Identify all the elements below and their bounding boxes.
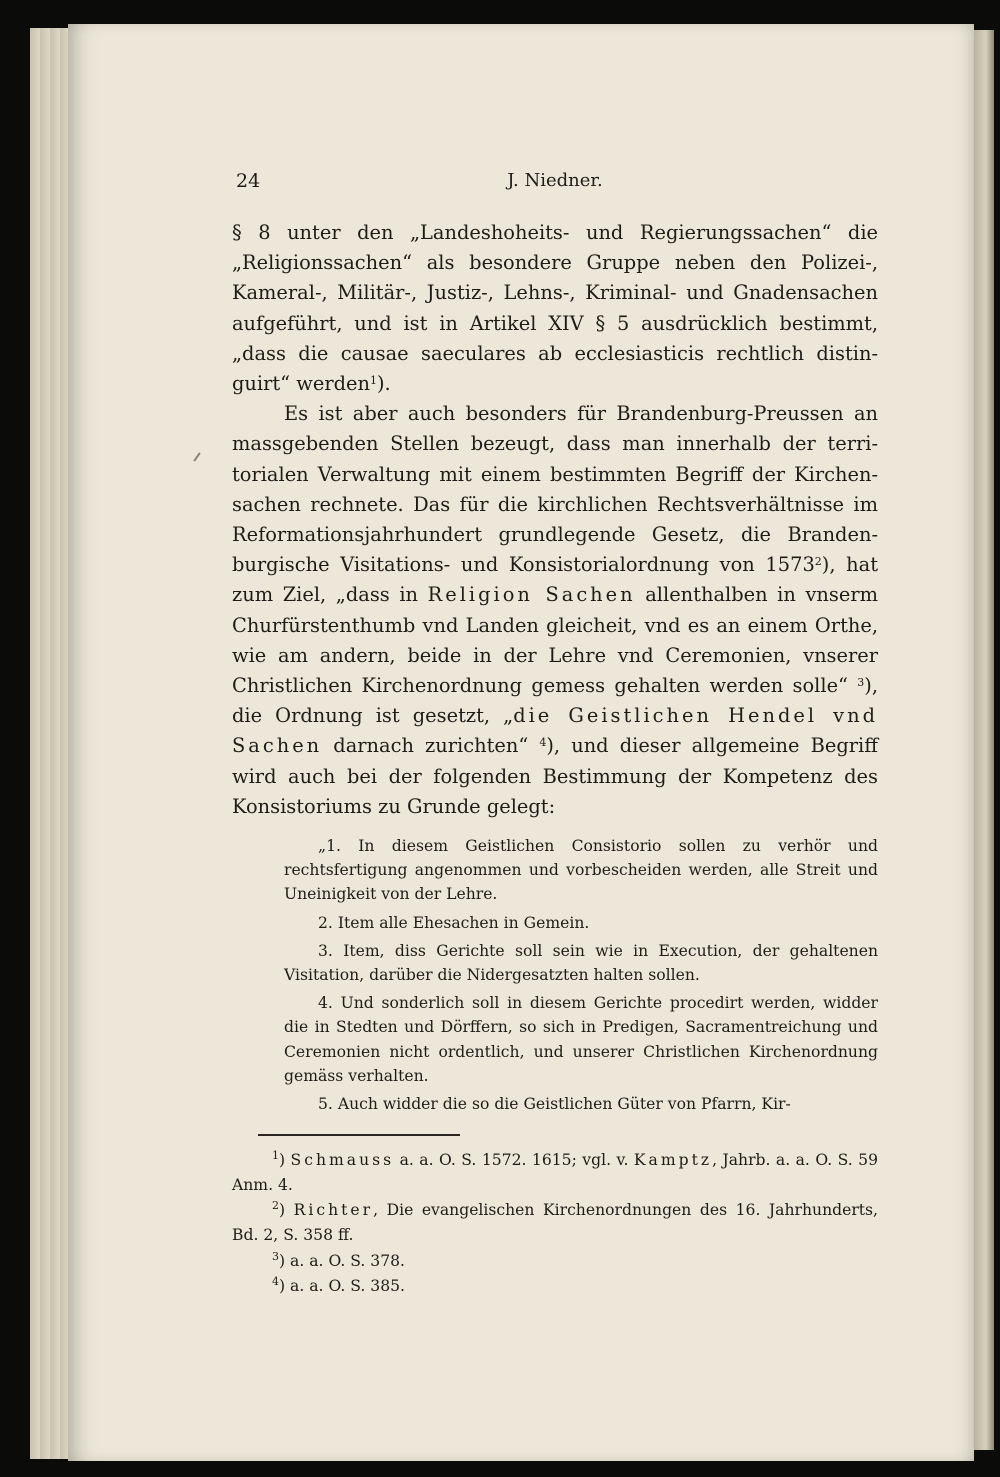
footnote-text: , Jahrb. a. a. O. S. 59 Anm. 4.	[232, 1151, 878, 1194]
paragraph-text: ), und dieser allgemeine Begriff wird auch bei der folgenden Bestimmung der Kompetenz des Konsistoriums zu Grunde gelegt:	[232, 734, 878, 818]
block-quote	[284, 834, 878, 1116]
facing-page-edge	[974, 30, 994, 1450]
footnote-text: a. a. O. S. 378.	[290, 1251, 406, 1270]
footnote-mark: 1	[272, 1149, 279, 1163]
paragraph-text: darnach zurichten“	[322, 734, 540, 758]
paragraph-text: ), die Ordnung ist gesetzt, „	[232, 674, 878, 728]
paragraph-2	[232, 399, 878, 822]
footnote: $^3$) a. a. O. S. 378.	[272, 1249, 406, 1270]
footnote-author: Schmauss	[290, 1151, 395, 1170]
page-header	[232, 170, 878, 198]
paragraph-text: Es ist aber auch besonders für Brandenburg-Preussen an massgebenden Stellen bezeugt, dass man innerhalb der territorialen Verwaltung mit einem bestimmten Begriff der Kirchensachen rechnete. Das für die kirchlichen Rechtsverhältnisse im Reformationsjahrhundert grundlegende Gesetz, die Brandenburgische Visitations- und Konsistorialordnung von 1573	[232, 402, 878, 577]
quote-item: 5. Auch widder die so die Geistlichen Güter von Pfarrn, Kir-	[318, 1095, 791, 1114]
quote-item: 4. Und sonderlich soll in diesem Gerichte procedirt werden, widder die in Stedten und Dörffern, so sich in Predigen, Sacramentreichung und Ceremonien nicht ordentlich, und unserer Christlichen Kirchenordnung gemäss verhalten.	[284, 994, 878, 1085]
footnote-author: Kamptz	[633, 1151, 713, 1170]
footnote-text: a. a. O. S. 1572. 1615; vgl. v.	[394, 1151, 634, 1170]
footnote-ref: 2	[814, 555, 822, 569]
footnote: $^4$) a. a. O. S. 385.	[272, 1275, 406, 1296]
page-number: 24	[236, 170, 261, 192]
running-title: J. Niedner.	[507, 170, 603, 191]
footnote-mark: 2	[272, 1199, 279, 1213]
footnotes	[232, 1148, 878, 1299]
paragraph-text: allenthalben in vnserm Churfürstenthumb vnd Landen gleicheit, vnd es an einem Orthe, wie am andern, beide in der Lehre vnd Ceremonien, vnserer Christlichen Kirchenordnung gemess gehalten werden solle“	[232, 583, 879, 698]
quote-item: „1. In diesem Geistlichen Consistorio sollen zu verhör und rechtsfertigung angenommen und vorbescheiden werden, alle Streit und Uneinigkeit von der Lehre.	[284, 837, 878, 904]
paragraph-text: ).	[376, 372, 391, 396]
page-content	[232, 170, 878, 1300]
paragraph-text: § 8 unter den „Landeshoheits- und Regierungssachen“ die „Religionssachen“ als besondere Gruppe neben den Polizei-, Kameral-, Militär-, Justiz-, Lehns-, Kriminal- und Gnadensachen aufgeführt, und ist in Artikel XIV § 5 ausdrücklich bestimmt, „dass die causae saeculares ab ecclesiasticis rechtlich distinguirt“ werden	[232, 221, 878, 396]
footnote: $^2$) Richter, Die evangelischen Kirchenordnungen des 16. Jahrhunderts, Bd. 2, S. 358 ff.	[232, 1199, 879, 1245]
footnote-ref: 1	[369, 374, 377, 388]
footnote-divider	[258, 1134, 460, 1136]
footnote-text: , Die evangelischen Kirchenordnungen des 16. Jahrhunderts, Bd. 2, S. 358 ff.	[232, 1201, 879, 1245]
footnote: $^1$) Schmauss a. a. O. S. 1572. 1615; vgl. v. Kamptz, Jahrb. a. a. O. S. 59 Anm. 4.	[232, 1149, 878, 1194]
quote-item: 3. Item, diss Gerichte soll sein wie in Execution, der gehaltenen Visitation, darüber die Nidergesatzten halten sollen.	[284, 941, 878, 985]
footnote-text: a. a. O. S. 385.	[290, 1277, 406, 1296]
body-text	[232, 218, 878, 822]
spaced-emphasis: die Geistlichen Hendel vnd Sachen	[232, 704, 878, 758]
footnote-mark: 4	[272, 1275, 279, 1289]
paragraph-1	[232, 218, 878, 399]
quote-item: 2. Item alle Ehesachen in Gemein.	[318, 913, 590, 932]
spaced-emphasis: Religion Sachen	[427, 583, 636, 607]
footnote-ref: 3	[857, 676, 865, 690]
paragraph-text: ), hat zum Ziel, „dass in	[232, 553, 879, 607]
footnote-author: Richter	[293, 1201, 374, 1220]
footnote-ref: 4	[539, 736, 547, 750]
footnote-mark: 3	[272, 1249, 279, 1263]
